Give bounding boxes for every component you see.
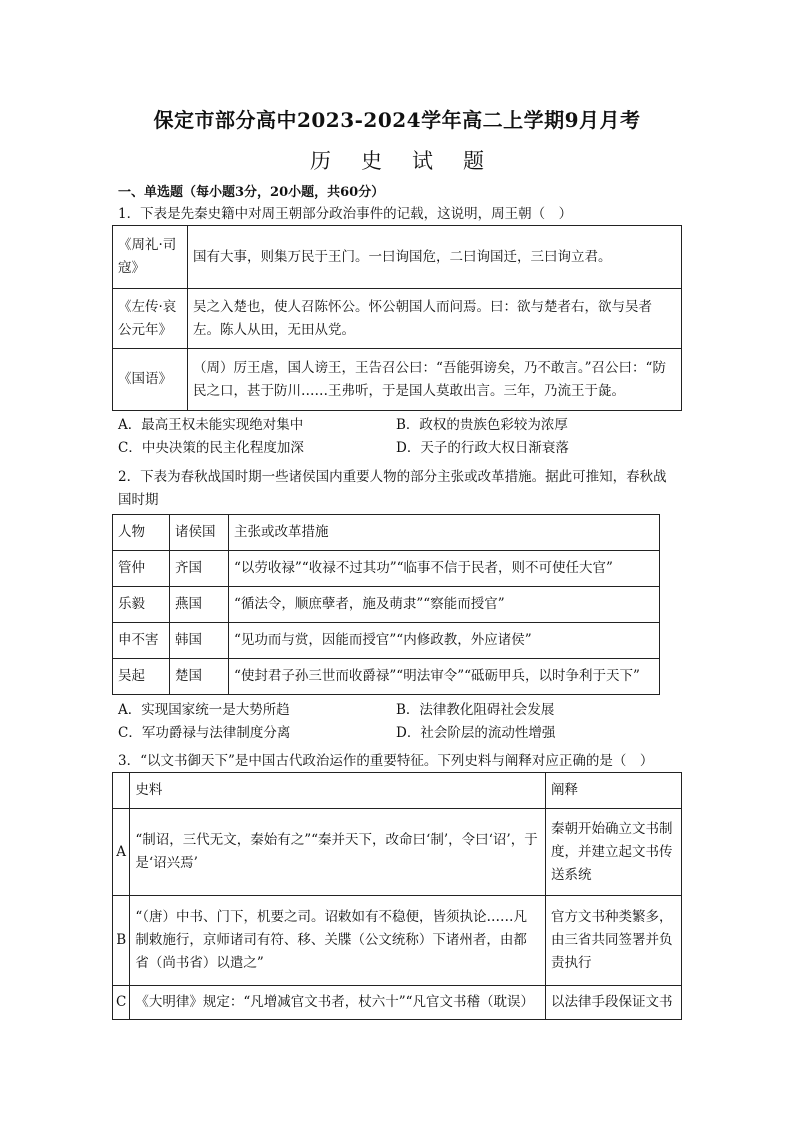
source-cell: 《左传·哀公元年》 [113, 289, 188, 349]
material-cell: “制诏，三代无文，秦始有之”“秦并天下，改命曰‘制’，令曰‘诏’，于是‘诏兴焉’ [130, 809, 546, 896]
exam-title: 保定市部分高中2023-2024学年高二上学期9月月考 [153, 108, 641, 132]
option-d[interactable]: D．社会阶层的流动性增强 [396, 725, 556, 741]
question-1-table [112, 225, 682, 411]
state-cell: 韩国 [170, 623, 229, 659]
table-row [113, 809, 682, 896]
content-cell: 国有大事，则集万民于王门。一曰询国危，二曰询国迁，三曰询立君。 [188, 226, 682, 289]
table-row [113, 349, 682, 411]
table-row [113, 896, 682, 986]
explanation-cell: 秦朝开始确立文书制度，并建立起文书传送系统 [546, 809, 682, 896]
option-c[interactable]: C．军功爵禄与法律制度分离 [118, 725, 291, 741]
material-cell: 《大明律》规定：“凡增减官文书者，杖六十”“凡官文书稽（耽误） [130, 986, 546, 1020]
option-b[interactable]: B．政权的贵族色彩较为浓厚 [396, 417, 568, 433]
option-b[interactable]: B．法律教化阻碍社会发展 [396, 702, 555, 718]
explanation-cell: 官方文书种类繁多，由三省共同签署并负责执行 [546, 896, 682, 986]
policy-cell: “循法令，顺庶孽者，施及萌隶”“察能而授官” [229, 587, 660, 623]
section-heading: 一、单选题（每小题3分，20小题，共60分） [118, 185, 385, 200]
table-row [113, 623, 660, 659]
content-cell: （周）厉王虐，国人谤王，王告召公曰：“吾能弭谤矣，乃不敢言。”召公曰：“防民之口，甚于防川……王弗听，于是国人莫敢出言。三年，乃流王于彘。 [188, 349, 682, 411]
row-label: C [113, 986, 130, 1020]
column-header: 史料 [130, 773, 546, 809]
content-cell: 吴之入楚也，使人召陈怀公。怀公朝国人而问焉。曰：欲与楚者右，欲与吴者左。陈人从田，无田从党。 [188, 289, 682, 349]
option-a[interactable]: A．最高王权未能实现绝对集中 [118, 417, 304, 433]
subject-title: 历史试题 [310, 149, 514, 173]
source-cell: 《周礼·司寇》 [113, 226, 188, 289]
table-row [113, 551, 660, 587]
question-1-stem: 1．下表是先秦史籍中对周王朝部分政治事件的记载，这说明，周王朝（ ） [118, 206, 573, 222]
table-header-row [113, 515, 660, 551]
state-cell: 楚国 [170, 659, 229, 695]
person-cell: 管仲 [113, 551, 170, 587]
column-header: 阐释 [546, 773, 682, 809]
option-d[interactable]: D．天子的行政大权日渐衰落 [396, 440, 569, 456]
policy-cell: “见功而与赏，因能而授官”“内修政教，外应诸侯” [229, 623, 660, 659]
column-header: 主张或改革措施 [229, 515, 660, 551]
person-cell: 申不害 [113, 623, 170, 659]
material-cell: “（唐）中书、门下，机要之司。诏敕如有不稳便，皆须执论……凡制敕施行，京师诸司有符、移、关牒（公文统称）下诸州者，由都省（尚书省）以遣之” [130, 896, 546, 986]
policy-cell: “以劳收禄”“收禄不过其功”“临事不信于民者，则不可使任大官” [229, 551, 660, 587]
policy-cell: “使封君子孙三世而收爵禄”“明法审令”“砥砺甲兵，以时争利于天下” [229, 659, 660, 695]
person-cell: 乐毅 [113, 587, 170, 623]
person-cell: 吴起 [113, 659, 170, 695]
explanation-cell: 以法律手段保证文书 [546, 986, 682, 1020]
question-2-options [118, 699, 678, 745]
question-1-options [118, 414, 678, 460]
column-header: 人物 [113, 515, 170, 551]
row-label: A [113, 809, 130, 896]
question-3-stem: 3．“以文书御天下”是中国古代政治运作的重要特征。下列史料与阐释对应正确的是（ ） [118, 753, 654, 769]
table-row [113, 226, 682, 289]
table-row [113, 289, 682, 349]
state-cell: 齐国 [170, 551, 229, 587]
question-2-stem: 2．下表为春秋战国时期一些诸侯国内重要人物的部分主张或改革措施。据此可推知，春秋战国时期 [118, 469, 667, 508]
table-header-row [113, 773, 682, 809]
table-row [113, 659, 660, 695]
row-label: B [113, 896, 130, 986]
source-cell: 《国语》 [113, 349, 188, 411]
state-cell: 燕国 [170, 587, 229, 623]
option-c[interactable]: C．中央决策的民主化程度加深 [118, 440, 304, 456]
column-header [113, 773, 130, 809]
table-row [113, 986, 682, 1020]
question-3-table [112, 772, 682, 1020]
column-header: 诸侯国 [170, 515, 229, 551]
option-a[interactable]: A．实现国家统一是大势所趋 [118, 702, 290, 718]
question-2-table [112, 514, 660, 695]
table-row [113, 587, 660, 623]
